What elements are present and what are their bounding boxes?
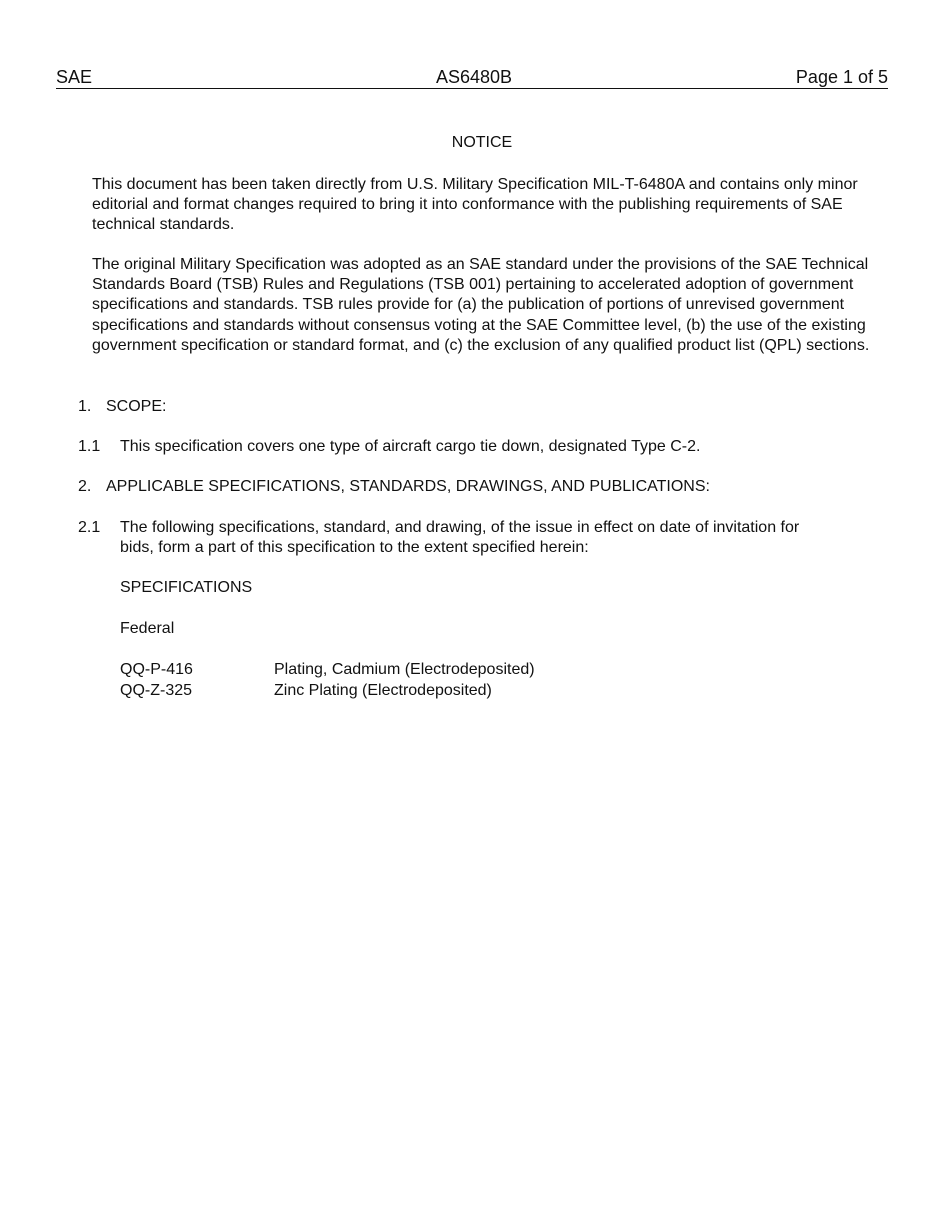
section-2-number: 2. bbox=[78, 478, 92, 495]
notice-paragraph-1: This document has been taken directly from U.S. Military Specification MIL-T-6480A and contains only minor editorial and format changes required to bring it into conformance with the publishing requirements of SAE technical standards. bbox=[92, 176, 858, 234]
section-1-1-text: This specification covers one type of aircraft cargo tie down, designated Type C-2. bbox=[120, 438, 701, 455]
notice-title: NOTICE bbox=[451, 134, 513, 151]
section-1-number: 1. bbox=[78, 398, 92, 415]
header-page-number: Page 1 of 5 bbox=[795, 67, 888, 87]
header-doc-number: AS6480B bbox=[436, 67, 513, 87]
federal-heading: Federal bbox=[120, 620, 175, 637]
header-org: SAE bbox=[56, 67, 93, 87]
spec-description: Zinc Plating (Electrodeposited) bbox=[274, 682, 492, 699]
spec-code: QQ-P-416 bbox=[120, 661, 193, 678]
notice-paragraph-2: The original Military Specification was adopted as an SAE standard under the provisions of the SAE Technical Standards Board (TSB) Rules and Regulations (TSB 001) pertaining to accelerated adoption of government specifications and standards. TSB rules provide for (a) the publication of portions of unrevised government specifications and standards without consensus voting at the SAE Committee level, (b) the use of the existing government specification or standard format, and (c) the exclusion of any qualified product list (QPL) sections. bbox=[92, 256, 870, 354]
spec-code: QQ-Z-325 bbox=[120, 682, 193, 699]
section-1-1-number: 1.1 bbox=[78, 438, 101, 455]
section-1-title: SCOPE: bbox=[106, 398, 167, 415]
section-2-1-number: 2.1 bbox=[78, 519, 101, 536]
specifications-heading: SPECIFICATIONS bbox=[120, 579, 253, 596]
section-2-1-text-line-1: The following specifications, standard, and drawing, of the issue in effect on date of invitation for bbox=[120, 519, 800, 536]
page-header bbox=[56, 66, 888, 89]
section-2-title: APPLICABLE SPECIFICATIONS, STANDARDS, DRAWINGS, AND PUBLICATIONS: bbox=[106, 478, 710, 495]
section-2-1-text-line-2: bids, form a part of this specification to the extent specified herein: bbox=[120, 539, 589, 556]
spec-description: Plating, Cadmium (Electrodeposited) bbox=[274, 661, 535, 678]
